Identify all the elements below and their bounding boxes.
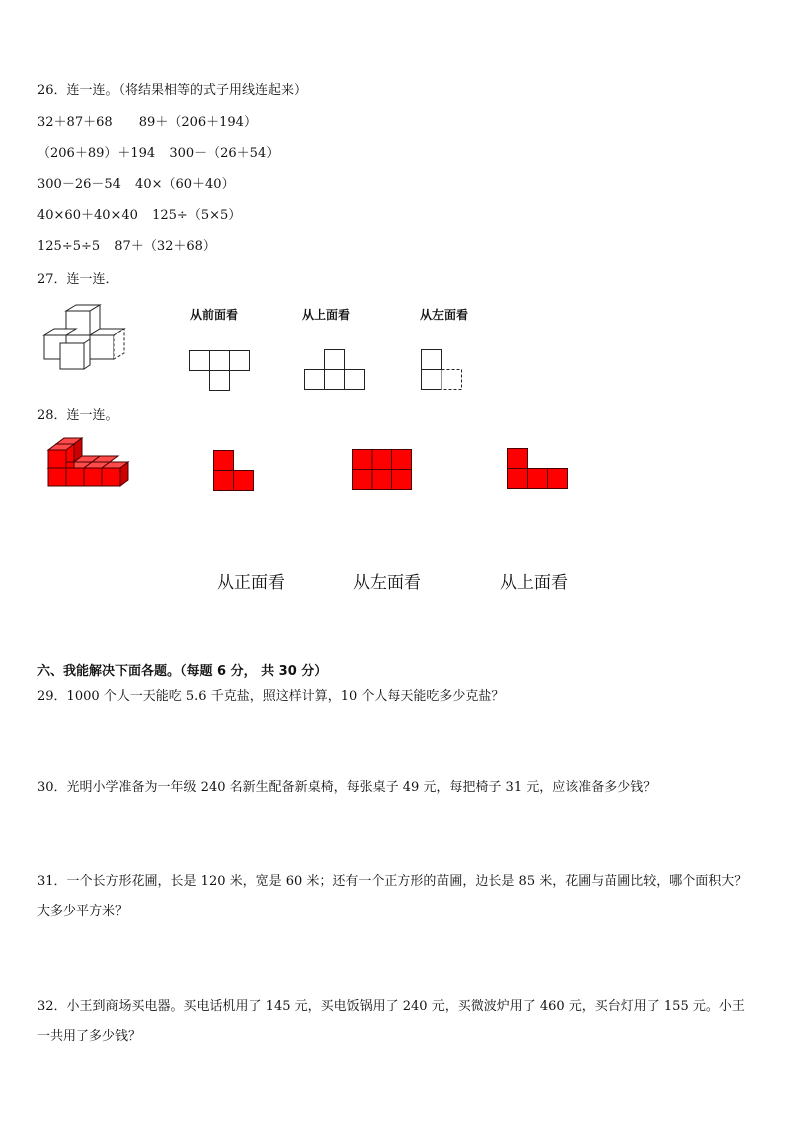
q26-right-expr: 125÷（5×5）: [152, 208, 242, 223]
q28-solid-figure: [46, 438, 128, 498]
q28-label-left: 从左面看: [353, 573, 421, 593]
q28-view-long-l: [507, 448, 569, 490]
q27-solid-figure: [44, 305, 136, 371]
q26-right-expr: 89＋（206＋194）: [138, 115, 257, 130]
q27-label-front: 从前面看: [190, 308, 239, 322]
q26-right-expr: 300－（26＋54）: [169, 146, 280, 161]
q27-view-left: [421, 349, 463, 391]
q28-title: 28．连一连。: [37, 408, 119, 423]
q27-view-front: [189, 350, 251, 392]
q30-text: 30．光明小学准备为一年级 240 名新生配备新桌椅，每张桌子 49 元，每把椅子 31 元，应该准备多少钱？: [37, 780, 657, 795]
q26-right-expr: 40×（60＋40）: [135, 177, 235, 192]
section-6-title: 六、我能解决下面各题。（每题 6 分， 共 30 分）: [37, 664, 328, 679]
q28-view-small-l: [213, 450, 255, 492]
q27-label-top: 从上面看: [302, 308, 351, 322]
q26-left-expr: （206＋89）＋194: [37, 146, 156, 161]
q26-right-expr: 87＋（32＋68）: [114, 239, 216, 254]
q26-row-5: [37, 238, 216, 256]
q29-text: 29．1000 个人一天能吃 5.6 千克盐，照这样计算，10 个人每天能吃多少克盐？: [37, 689, 505, 704]
q27-label-left: 从左面看: [420, 308, 469, 322]
q26-left-expr: 125÷5÷5: [37, 239, 101, 254]
q27-view-top: [304, 349, 366, 391]
q31-text: 31．一个长方形花圃，长是 120 米，宽是 60 米；还有一个正方形的苗圃，边长是 85 米，花圃与苗圃比较，哪个面积大？大多少平方米？: [37, 874, 748, 919]
q26-row-2: [37, 145, 279, 163]
q26-title: 26．连一连。（将结果相等的式子用线连起来）: [37, 83, 308, 98]
q26-left-expr: 300－26－54: [37, 177, 121, 192]
q27-title: 27．连一连．: [37, 272, 119, 287]
q28-label-front: 从正面看: [217, 573, 285, 593]
q32-text: 32．小王到商场买电器。买电话机用了 145 元，买电饭锅用了 240 元，买微波炉用了 460 元，买台灯用了 155 元。小王一共用了多少钱？: [37, 999, 745, 1044]
q26-row-1: [37, 114, 257, 132]
q26-left-expr: 32＋87＋68: [37, 115, 113, 130]
q26-row-4: [37, 207, 241, 225]
q26-row-3: [37, 176, 235, 194]
q28-label-top: 从上面看: [500, 573, 568, 593]
q28-view-rectangle: [352, 449, 412, 491]
q26-left-expr: 40×60＋40×40: [37, 208, 138, 223]
